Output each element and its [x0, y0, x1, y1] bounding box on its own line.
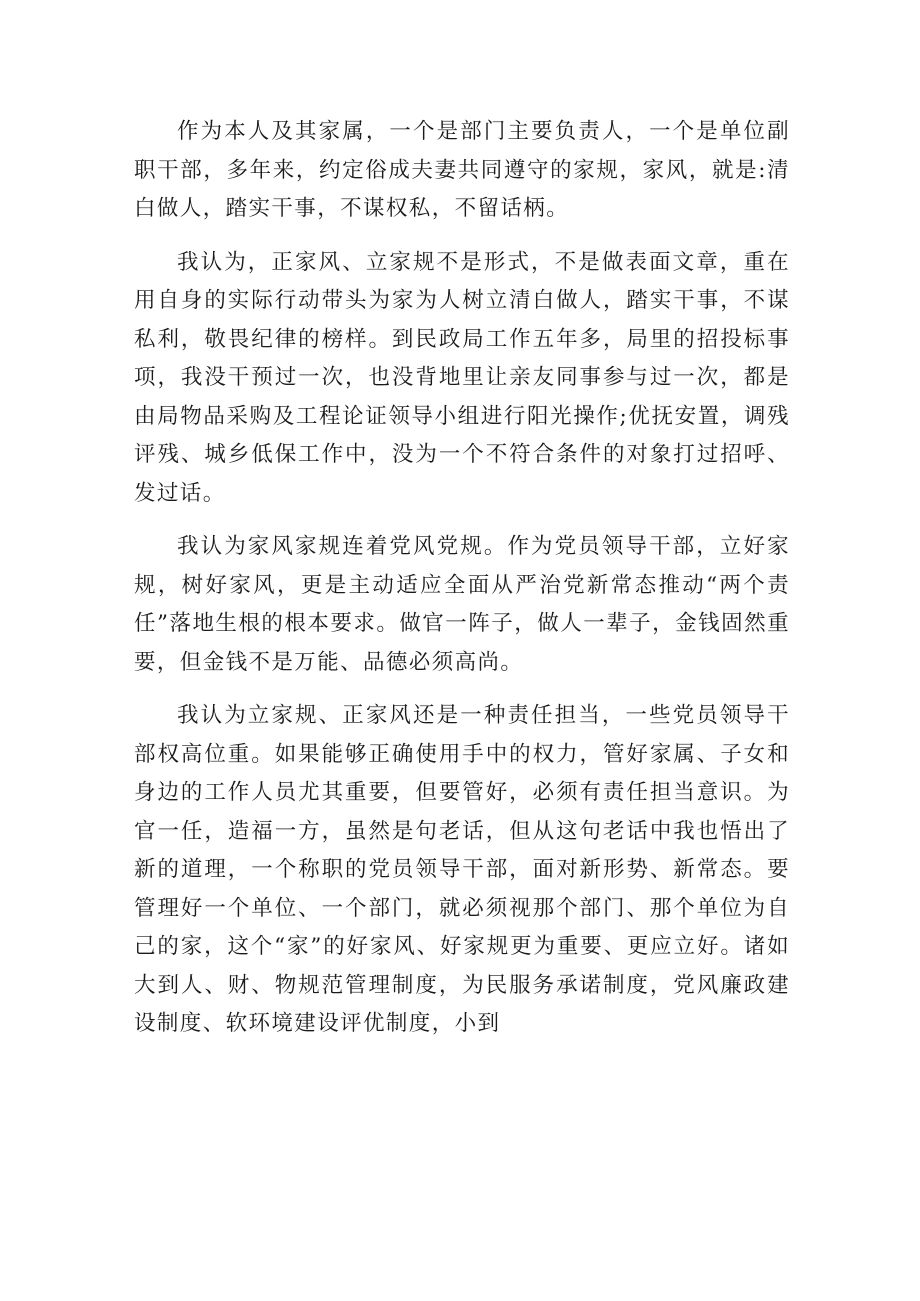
paragraph-1: 作为本人及其家属，一个是部门主要负责人，一个是单位副职干部，多年来，约定俗成夫妻共同遵守的家规，家风，就是:清白做人，踏实干事，不谋权私，不留话柄。	[134, 119, 790, 221]
paragraph-4: 我认为立家规、正家风还是一种责任担当，一些党员领导干部权高位重。如果能够正确使用手中的权力，管好家属、子女和身边的工作人员尤其重要，但要管好，必须有责任担当意识。为官一任，造福一方，虽然是句老话，但从这句老话中我也悟出了新的道理，一个称职的党员领导干部，面对新形势、新常态。要管理好一个单位、一个部门，就必须视那个部门、那个单位为自己的家，这个“家”的好家风、好家规更为重要、更应立好。诸如大到人、财、物规范管理制度，为民服务承诺制度，党风廉政建设制度、软环境建设评优制度，小到	[134, 703, 790, 1036]
paragraph-2: 我认为，正家风、立家规不是形式，不是做表面文章，重在用自身的实际行动带头为家为人树立清白做人，踏实干事，不谋私利，敬畏纪律的榜样。到民政局工作五年多，局里的招投标事项，我没干预过一次，也没背地里让亲友同事参与过一次，都是由局物品采购及工程论证领导小组进行阳光操作;优抚安置，调残评残、城乡低保工作中，没为一个不符合条件的对象打过招呼、发过话。	[134, 249, 790, 506]
paragraph-3: 我认为家风家规连着党风党规。作为党员领导干部，立好家规，树好家风，更是主动适应全面从严治党新常态推动“两个责任”落地生根的根本要求。做官一阵子，做人一辈子，金钱固然重要，但金钱不是万能、品德必须高尚。	[134, 534, 790, 675]
document-body	[134, 113, 790, 1044]
